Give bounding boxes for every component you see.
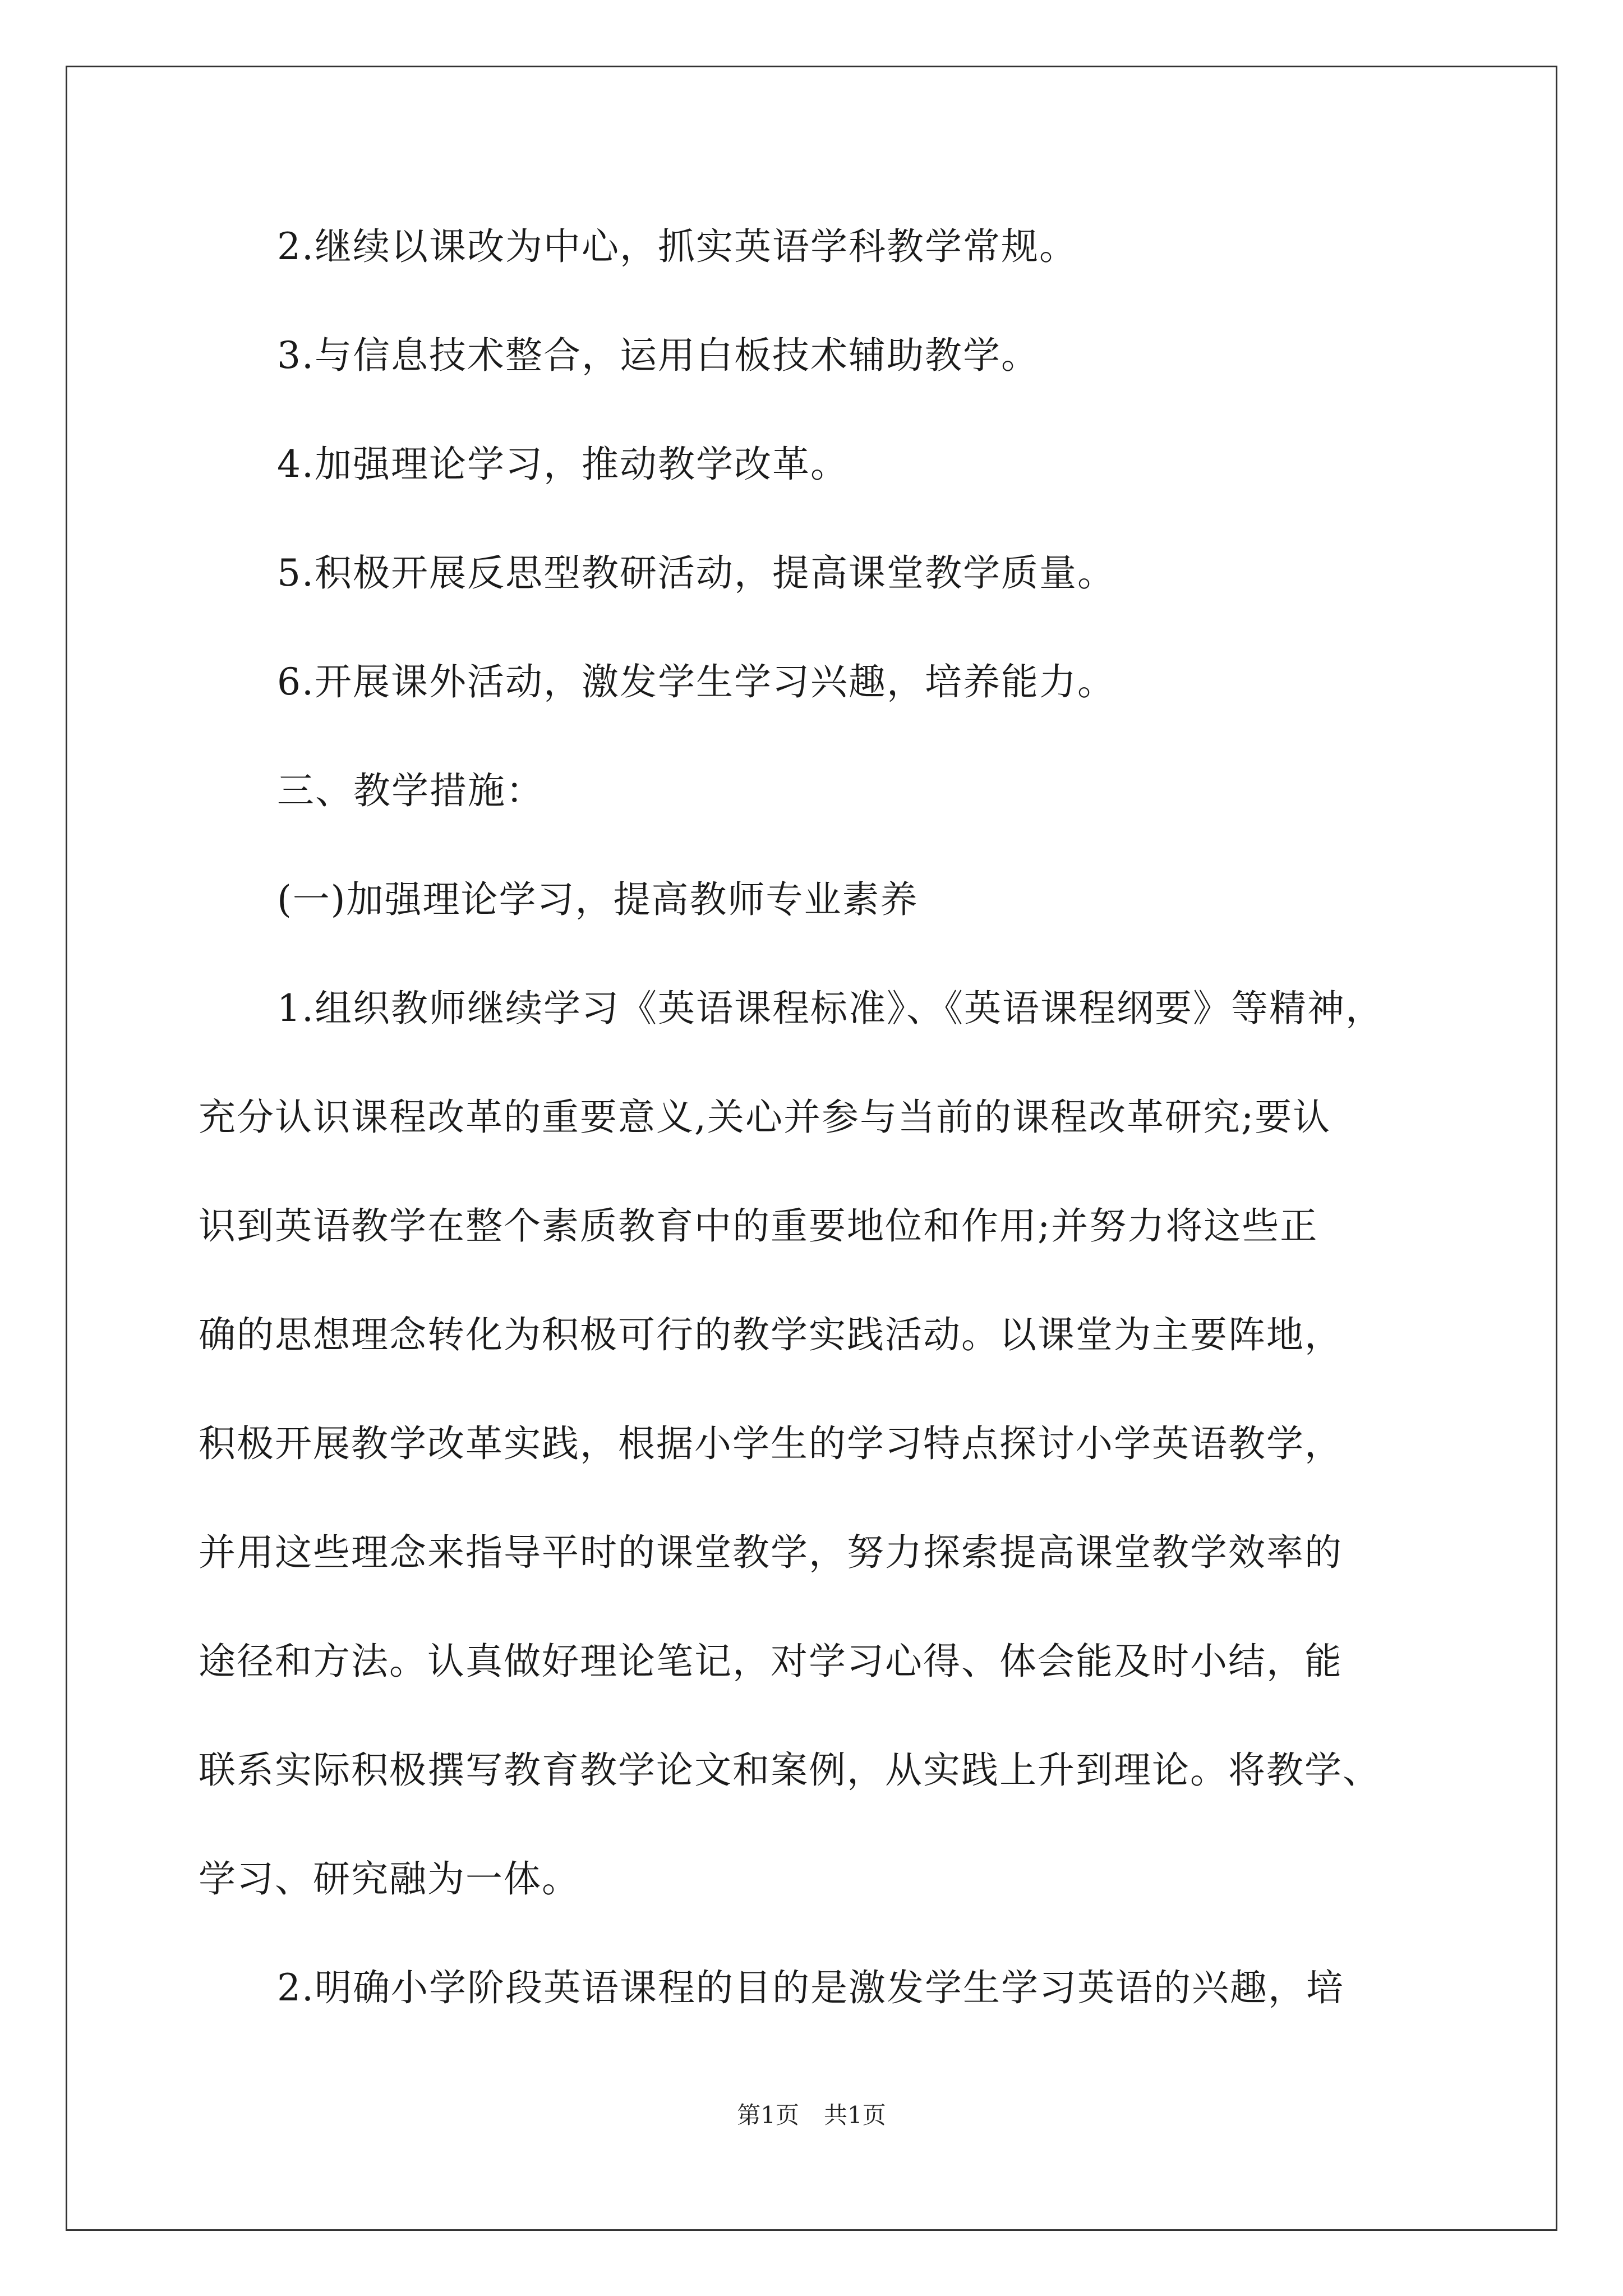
subsection-heading: (一)加强理论学习，提高教师专业素养 <box>277 878 919 921</box>
text-line: 6.开展课外活动，激发学生学习兴趣，培养能力。 <box>277 660 1115 703</box>
text-line: 2.明确小学阶段英语课程的目的是激发学生学习英语的兴趣，培 <box>277 1966 1344 2009</box>
text-line: 途径和方法。认真做好理论笔记，对学习心得、体会能及时小结，能 <box>199 1640 1343 1683</box>
text-line: 5.积极开展反思型教研活动，提高课堂教学质量。 <box>277 551 1115 595</box>
text-line: 联系实际积极撰写教育教学论文和案例，从实践上升到理论。将教学、 <box>199 1749 1381 1792</box>
text-line: 积极开展教学改革实践，根据小学生的学习特点探讨小学英语教学， <box>199 1422 1343 1465</box>
page-footer <box>0 2097 1623 2131</box>
text-line: 2.继续以课改为中心，抓实英语学科教学常规。 <box>277 225 1077 268</box>
page-number: 第1页 <box>737 2101 799 2129</box>
text-line: 确的思想理念转化为积极可行的教学实践活动。以课堂为主要阵地， <box>199 1313 1343 1356</box>
section-heading: 三、教学措施： <box>277 769 544 812</box>
text-line: 3.与信息技术整合，运用白板技术辅助教学。 <box>277 334 1039 377</box>
text-line: 充分认识课程改革的重要意义,关心并参与当前的课程改革研究;要认 <box>199 1096 1331 1139</box>
text-line: 学习、研究融为一体。 <box>199 1857 580 1901</box>
document-body <box>199 219 1432 2069</box>
text-line: 并用这些理念来指导平时的课堂教学，努力探索提高课堂教学效率的 <box>199 1531 1343 1574</box>
text-line: 识到英语教学在整个素质教育中的重要地位和作用;并努力将这些正 <box>199 1204 1318 1248</box>
text-line: 1.组织教师继续学习《英语课程标准》、《英语课程纲要》等精神， <box>277 987 1384 1030</box>
page-total: 共1页 <box>824 2101 886 2129</box>
text-line: 4.加强理论学习，推动教学改革。 <box>277 443 849 486</box>
